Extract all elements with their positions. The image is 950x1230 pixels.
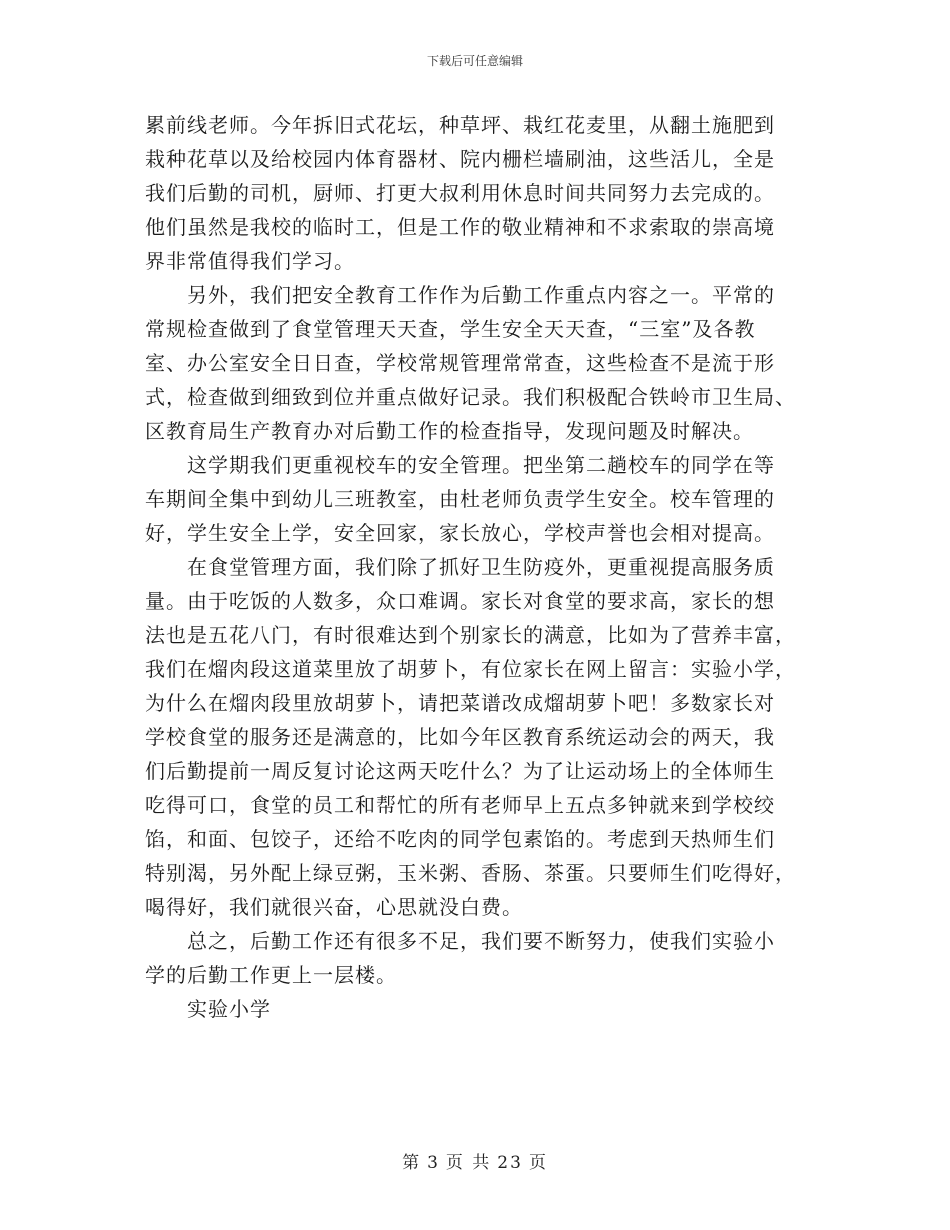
text-line-1: 累前线老师。今年拆旧式花坛，种草坪、栽红花麦里，从翻土施肥到 [145, 113, 775, 137]
text-line-24: 喝得好，我们就很兴奋，心思就没白费。 [145, 895, 523, 919]
text-line-8: 室、办公室安全日日查，学校常规管理常常查，这些检查不是流于形 [145, 351, 775, 375]
text-line-4: 他们虽然是我校的临时工，但是工作的敬业精神和不求索取的崇高境 [145, 215, 775, 239]
text-line-13: 好，学生安全上学，安全回家，家长放心，学校声誉也会相对提高。 [145, 521, 775, 545]
footer-page-number: 3 [427, 1153, 440, 1173]
text-line-15: 量。由于吃饭的人数多，众口难调。家长对食堂的要求高，家长的想 [145, 589, 775, 613]
text-line-2: 栽种花草以及给校园内体育器材、院内栅栏墙刷油，这些活儿，全是 [145, 147, 775, 171]
text-line-22: 馅，和面、包饺子，还给不吃肉的同学包素馅的。考虑到天热师生们 [145, 827, 775, 851]
text-line-26: 学的后勤工作更上一层楼。 [145, 963, 397, 987]
text-line-18: 为什么在熘肉段里放胡萝卜，请把菜谱改成熘胡萝卜吧！多数家长对 [145, 691, 775, 715]
footer-mid: 页 共 [445, 1153, 492, 1173]
footer-suffix: 页 [528, 1153, 548, 1173]
text-line-9: 式，检查做到细致到位并重点做好记录。我们积极配合铁岭市卫生局、 [145, 385, 796, 409]
page-footer [0, 1152, 950, 1174]
header-text: 下载后可任意编辑 [426, 54, 523, 68]
text-line-21: 吃得可口，食堂的员工和帮忙的所有老师早上五点多钟就来到学校绞 [145, 793, 775, 817]
text-line-6: 另外，我们把安全教育工作作为后勤工作重点内容之一。平常的 [187, 283, 775, 307]
document-body [145, 108, 809, 1026]
text-line-5: 界非常值得我们学习。 [145, 249, 355, 273]
footer-prefix: 第 [402, 1153, 422, 1173]
text-line-25: 总之，后勤工作还有很多不足，我们要不断努力，使我们实验小 [187, 929, 775, 953]
page-header [0, 53, 950, 69]
text-line-11: 这学期我们更重视校车的安全管理。把坐第二趟校车的同学在等 [187, 453, 775, 477]
text-line-19: 学校食堂的服务还是满意的，比如今年区教育系统运动会的两天，我 [145, 725, 775, 749]
text-line-3: 我们后勤的司机，厨师、打更大叔利用休息时间共同努力去完成的。 [145, 181, 775, 205]
text-line-14: 在食堂管理方面，我们除了抓好卫生防疫外，更重视提高服务质 [187, 555, 775, 579]
footer-total-pages: 23 [497, 1153, 523, 1173]
text-line-10: 区教育局生产教育办对后勤工作的检查指导，发现问题及时解决。 [145, 419, 754, 443]
text-line-20: 们后勤提前一周反复讨论这两天吃什么？为了让运动场上的全体师生 [145, 759, 775, 783]
text-line-17: 我们在熘肉段这道菜里放了胡萝卜，有位家长在网上留言：实验小学， [145, 657, 796, 681]
text-line-12: 车期间全集中到幼儿三班教室，由杜老师负责学生安全。校车管理的 [145, 487, 775, 511]
text-line-16: 法也是五花八门，有时很难达到个别家长的满意，比如为了营养丰富， [145, 623, 796, 647]
text-line-23: 特别渴，另外配上绿豆粥，玉米粥、香肠、茶蛋。只要师生们吃得好， [145, 861, 796, 885]
signature-line: 实验小学 [187, 997, 271, 1021]
text-line-7: 常规检查做到了食堂管理天天查，学生安全天天查，“三室”及各教 [145, 317, 756, 341]
